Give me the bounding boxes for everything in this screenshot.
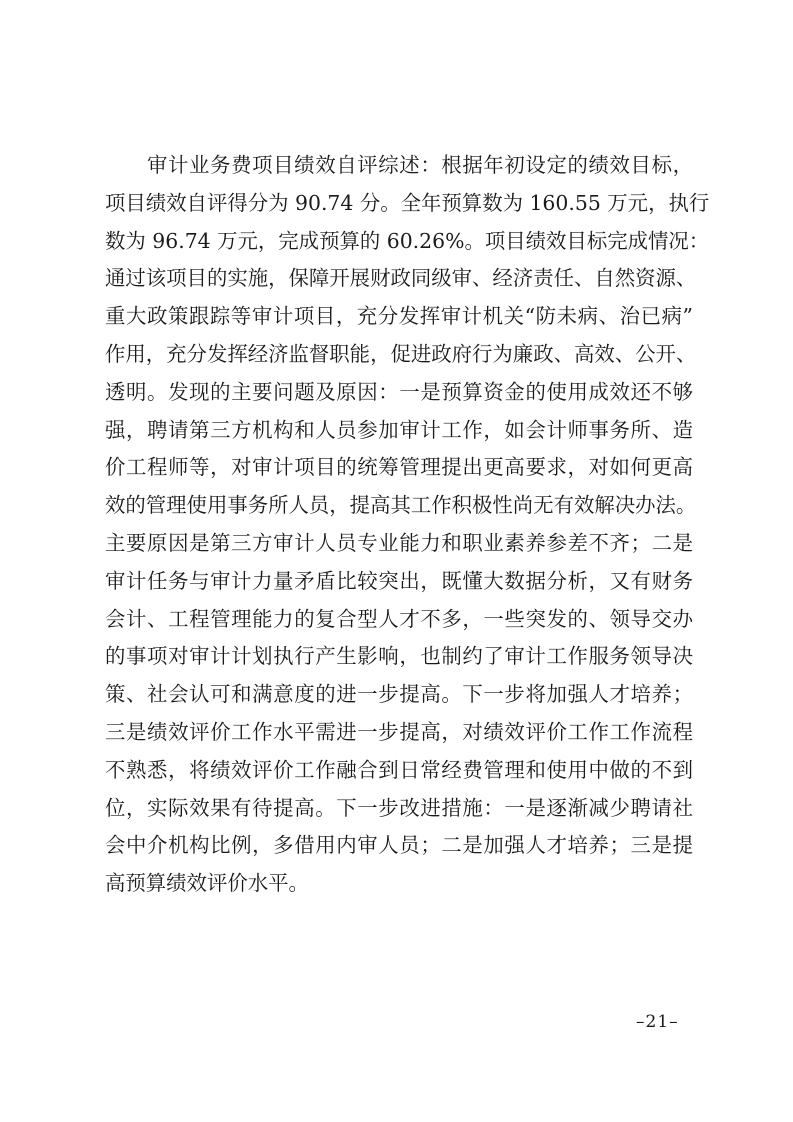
- paragraph-line: 价工程师等，对审计项目的统筹管理提出更高要求，对如何更高: [105, 455, 693, 480]
- paragraph-line: 数为 96.74 万元，完成预算的 60.26%。项目绩效目标完成情况：: [105, 228, 710, 253]
- paragraph-line: 主要原因是第三方审计人员专业能力和职业素养参差不齐；二是: [105, 530, 693, 555]
- paragraph-line: 审计任务与审计力量矛盾比较突出，既懂大数据分析，又有财务: [105, 568, 693, 593]
- paragraph-line: 效的管理使用事务所人员，提高其工作积极性尚无有效解决办法。: [105, 493, 697, 518]
- body-paragraph: [105, 147, 710, 903]
- paragraph-line: 三是绩效评价工作水平需进一步提高，对绩效评价工作工作流程: [105, 719, 693, 744]
- paragraph-line: 作用，充分发挥经济监督职能，促进政府行为廉政、高效、公开、: [105, 341, 697, 366]
- paragraph-line: 位，实际效果有待提高。下一步改进措施：一是逐渐减少聘请社: [105, 795, 693, 820]
- paragraph-line: 的事项对审计计划执行产生影响，也制约了审计工作服务领导决: [105, 644, 693, 669]
- paragraph-line: 通过该项目的实施，保障开展财政同级审、经济责任、自然资源、: [105, 266, 697, 291]
- paragraph-line: 高预算绩效评价水平。: [105, 871, 309, 896]
- paragraph-line: 不熟悉，将绩效评价工作融合到日常经费管理和使用中做的不到: [105, 757, 693, 782]
- paragraph-line: 会计、工程管理能力的复合型人才不多，一些突发的、领导交办: [105, 606, 693, 631]
- paragraph-line: 策、社会认可和满意度的进一步提高。下一步将加强人才培养；: [105, 682, 693, 707]
- paragraph-line: 项目绩效自评得分为 90.74 分。全年预算数为 160.55 万元，执行: [105, 190, 710, 215]
- paragraph-line: 强，聘请第三方机构和人员参加审计工作，如会计师事务所、造: [105, 417, 693, 442]
- paragraph-line: 透明。发现的主要问题及原因：一是预算资金的使用成效还不够: [105, 379, 693, 404]
- page-number: –21–: [636, 1012, 679, 1032]
- paragraph-line: 审计业务费项目绩效自评综述：根据年初设定的绩效目标，: [147, 153, 693, 177]
- paragraph-line: 会中介机构比例，多借用内审人员；二是加强人才培养；三是提: [105, 833, 693, 858]
- paragraph-line: 重大政策跟踪等审计项目，充分发挥审计机关“防未病、治已病”: [105, 304, 693, 329]
